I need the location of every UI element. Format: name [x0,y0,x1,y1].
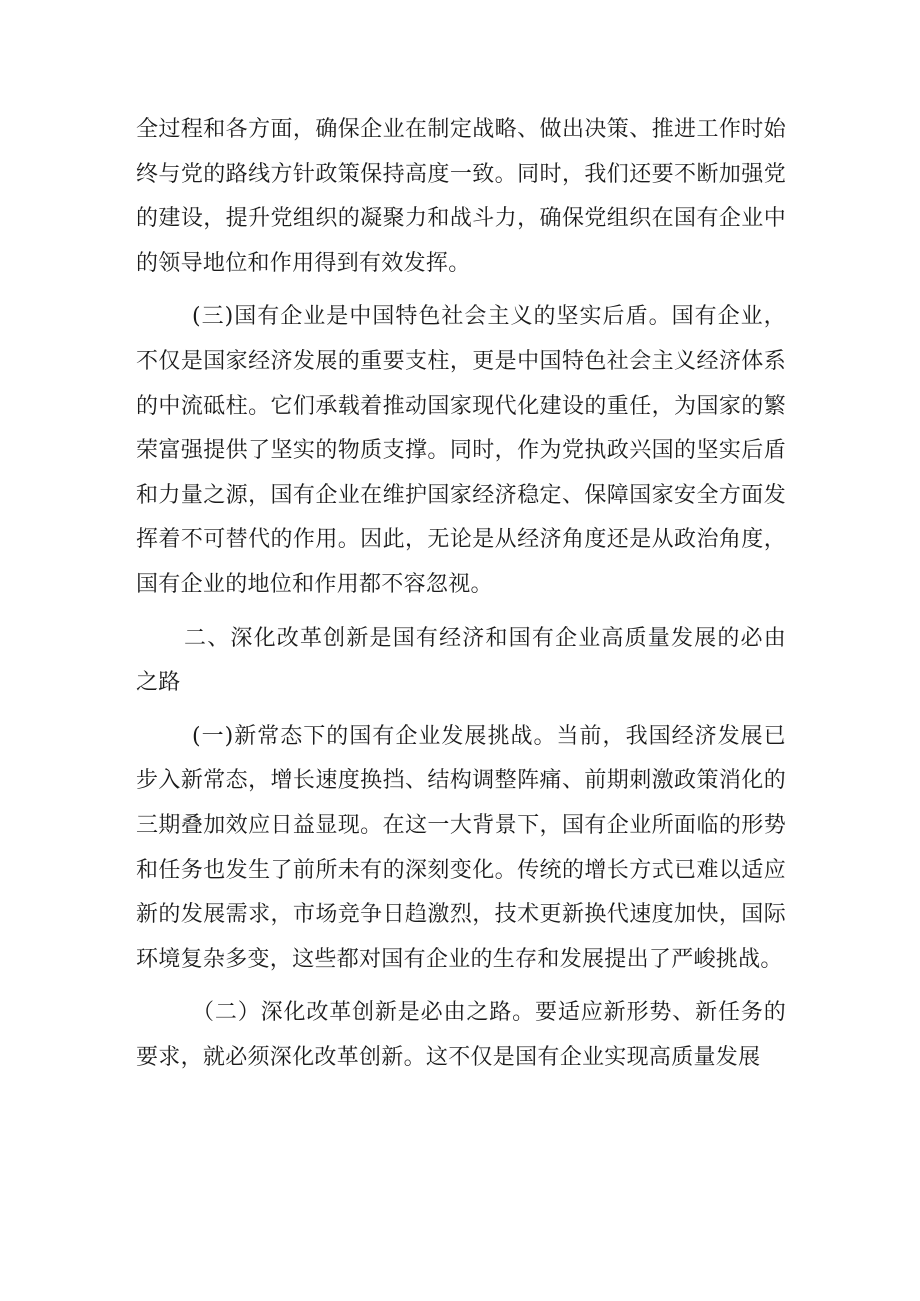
document-body [136,108,786,1089]
section-heading-reform-innovation: 二、深化改革创新是国有经济和国有企业高质量发展的必由之路 [136,625,786,696]
paragraph-reform-necessary-path: （二）深化改革创新是必由之路。要适应新形势、新任务的要求，就必须深化改革创新。这不仅是国有企业实现高质量发展 [136,1000,786,1070]
paragraph-soe-backbone: (三)国有企业是中国特色社会主义的坚实后盾。国有企业，不仅是国家经济发展的重要支柱，更是中国特色社会主义经济体系的中流砥柱。它们承载着推动国家现代化建设的重任，为国家的繁荣富强提供了坚实的物质支撑。同时，作为党执政兴国的坚实后盾和力量之源，国有企业在维护国家经济稳定、保障国家安全方面发挥着不可替代的作用。因此，无论是从经济角度还是从政治角度，国有企业的地位和作用都不容忽视。 [136,304,786,597]
paragraph-party-leadership-continued: 全过程和各方面，确保企业在制定战略、做出决策、推进工作时始终与党的路线方针政策保持高度一致。同时，我们还要不断加强党的建设，提升党组织的凝聚力和战斗力，确保党组织在国有企业中的领导地位和作用得到有效发挥。 [136,117,786,276]
paragraph-new-normal-challenges: (一)新常态下的国有企业发展挑战。当前，我国经济发展已步入新常态，增长速度换挡、结构调整阵痛、前期刺激政策消化的三期叠加效应日益显现。在这一大背景下，国有企业所面临的形势和任务也发生了前所未有的深刻变化。传统的增长方式已难以适应新的发展需求，市场竞争日趋激烈，技术更新换代速度加快，国际环境复杂多变，这些都对国有企业的生存和发展提出了严峻挑战。 [136,723,786,972]
